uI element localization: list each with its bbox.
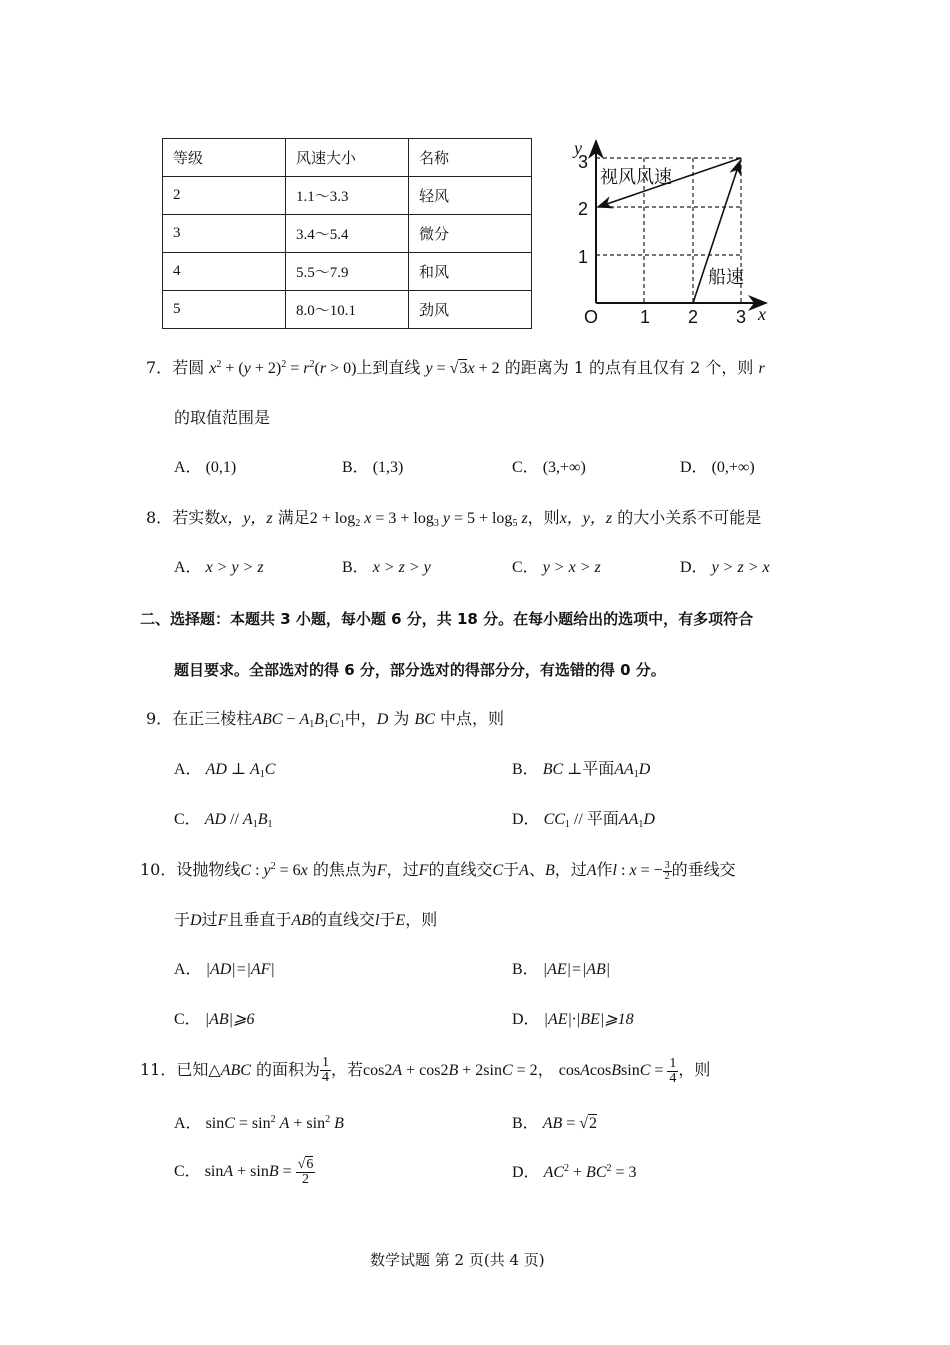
y-axis-label: y bbox=[574, 138, 582, 158]
table-header-row bbox=[163, 139, 532, 177]
fraction: $\frac{1}{4}$ bbox=[322, 1055, 330, 1085]
formula: cosAcosBsinC = $\frac{1}{4}$ bbox=[558, 1055, 677, 1086]
page-footer: 数学试题 第 2 页(共 4 页) bbox=[370, 1251, 545, 1269]
section-heading-line2: 题目要求。全部选对的得 6 分，部分选对的得部分分，有选错的得 0 分。 bbox=[174, 661, 666, 679]
question-text: 中点，则 bbox=[440, 709, 505, 728]
question-text: 于 bbox=[379, 910, 396, 929]
formula: cos2A + cos2B + 2sinC = 2 bbox=[363, 1062, 538, 1079]
vector-diagram bbox=[560, 135, 780, 335]
option-c[interactable]: C． |AB|⩾6 bbox=[174, 1011, 255, 1028]
question-text: 的面积为 bbox=[256, 1060, 321, 1079]
question-text: BC bbox=[414, 711, 435, 728]
table-header-cell: 等级 bbox=[163, 139, 286, 177]
option-b[interactable]: B． x > z > y bbox=[342, 559, 431, 576]
table-header-cell: 风速大小 bbox=[286, 139, 409, 177]
question-7-line2: 的取值范围是 bbox=[174, 408, 271, 427]
table-cell: 微分 bbox=[409, 215, 532, 253]
question-8 bbox=[146, 508, 761, 529]
question-text: 若圆 bbox=[172, 358, 205, 377]
question-text: ，则 bbox=[678, 1060, 711, 1079]
option-a[interactable]: A． x > y > z bbox=[174, 559, 264, 576]
table-cell: 3 bbox=[163, 215, 286, 253]
option-b[interactable]: B． BC ⊥平面$AA_1D$ bbox=[512, 761, 651, 780]
table-cell: 4 bbox=[163, 253, 286, 291]
question-text: ，过 bbox=[386, 860, 419, 879]
section-heading: 二、选择题：本题共 3 小题，每小题 6 分，共 18 分。在每小题给出的选项中，有多项符合 bbox=[140, 610, 754, 628]
y-tick: 3 bbox=[578, 152, 589, 172]
option-b[interactable]: B． (1,3) bbox=[342, 459, 404, 476]
question-number: 8． bbox=[146, 508, 173, 527]
question-10: 10．设抛物线C : $y^2 = 6x$ 的焦点为F，过F的直线交C于A、B，过A作l : x = − $\frac{3}{2}$ 的垂线交 bbox=[140, 859, 736, 882]
question-text: 的垂线交 bbox=[671, 860, 736, 879]
question-text: ， bbox=[537, 1060, 554, 1079]
question-text: r bbox=[758, 360, 765, 377]
x-tick: 2 bbox=[688, 307, 699, 327]
question-text: 作 bbox=[596, 860, 613, 879]
table-cell: 2 bbox=[163, 177, 286, 215]
question-text: 中， bbox=[344, 709, 377, 728]
question-text: 若实数 bbox=[172, 508, 221, 527]
question-text: 在正三棱柱 bbox=[172, 709, 253, 728]
question-text: ，则 bbox=[527, 508, 560, 527]
question-text: 于 bbox=[503, 860, 520, 879]
table-cell: 5.5～7.9 bbox=[286, 253, 409, 291]
table-cell: 劲风 bbox=[409, 291, 532, 329]
option-d[interactable]: D． $AC^2 + BC^2 = 3$ bbox=[512, 1163, 637, 1181]
table-row bbox=[163, 253, 532, 291]
question-text: 的焦点为 bbox=[312, 860, 377, 879]
table-header-cell: 名称 bbox=[409, 139, 532, 177]
question-text: 的直线交 bbox=[310, 910, 375, 929]
option-a[interactable]: A． $\sin C = \sin^2 A + \sin^2 B$ bbox=[174, 1114, 344, 1132]
question-text: 于 bbox=[174, 910, 191, 929]
formula: y = √3x + 2 bbox=[425, 360, 500, 377]
question-text: ，则 bbox=[405, 910, 438, 929]
question-9 bbox=[146, 709, 504, 730]
question-text: 且垂直于 bbox=[227, 910, 292, 929]
question-11 bbox=[140, 1056, 710, 1086]
formula: l : x = − $\frac{3}{2}$ bbox=[612, 859, 670, 882]
question-10-line2: 于D过F且垂直于AB的直线交l于E，则 bbox=[174, 910, 438, 929]
option-a[interactable]: A． |AD|=|AF| bbox=[174, 961, 275, 978]
question-text: ，若 bbox=[331, 1060, 364, 1079]
option-c[interactable]: C． (3,+∞) bbox=[512, 459, 586, 476]
question-text: ，过 bbox=[554, 860, 587, 879]
table-cell: 3.4～5.4 bbox=[286, 215, 409, 253]
table-row bbox=[163, 177, 532, 215]
question-text: 、 bbox=[528, 860, 545, 879]
table-row bbox=[163, 291, 532, 329]
formula: $x^2 + (y + 2)^2 = r^2(r > 0)$ bbox=[209, 359, 357, 377]
option-b[interactable]: B． AB = √2 bbox=[512, 1115, 598, 1132]
option-d[interactable]: D． |AE|·|BE|⩾18 bbox=[512, 1011, 634, 1028]
option-b[interactable]: B． |AE|=|AB| bbox=[512, 961, 611, 978]
x-tick: 1 bbox=[640, 307, 651, 327]
option-a[interactable]: A． AD ⊥ $A_1C$ bbox=[174, 761, 276, 780]
y-tick: 2 bbox=[578, 199, 589, 219]
table-row bbox=[163, 215, 532, 253]
question-text: 的直线交 bbox=[428, 860, 493, 879]
option-a[interactable]: A． (0,1) bbox=[174, 459, 237, 476]
ship-speed-label: 船速 bbox=[708, 267, 744, 288]
question-text: 满足 bbox=[277, 508, 310, 527]
table-cell: 1.1～3.3 bbox=[286, 177, 409, 215]
question-number: 7． bbox=[146, 358, 173, 377]
table-cell: 和风 bbox=[409, 253, 532, 291]
question-text: D bbox=[376, 711, 389, 728]
question-text: 设抛物线 bbox=[176, 860, 241, 879]
table-cell: 5 bbox=[163, 291, 286, 329]
y-tick: 1 bbox=[578, 247, 589, 267]
formula: C : $y^2 = 6x$ bbox=[240, 861, 308, 879]
apparent-wind-label: 视风风速 bbox=[600, 167, 672, 188]
question-text: x，y，z bbox=[559, 510, 613, 527]
option-c[interactable]: C． AD // $A_1B_1$ bbox=[174, 811, 273, 830]
question-number: 10． bbox=[140, 860, 177, 879]
wind-scale-table bbox=[162, 138, 532, 329]
formula: $2 + \log_2 x = 3 + \log_3 y = 5 + \log_5 z$ bbox=[309, 510, 528, 529]
table-cell: 8.0～10.1 bbox=[286, 291, 409, 329]
option-d[interactable]: D． (0,+∞) bbox=[680, 459, 755, 476]
x-tick: 3 bbox=[736, 307, 747, 327]
question-text: 已知△ bbox=[176, 1060, 221, 1079]
question-text: 的距离为 1 的点有且仅有 2 个，则 bbox=[504, 358, 754, 377]
x-axis-label: x bbox=[758, 304, 766, 324]
option-c[interactable]: C． y > x > z bbox=[512, 559, 601, 576]
origin-label: O bbox=[584, 307, 599, 327]
question-text: 的大小关系不可能是 bbox=[617, 508, 762, 527]
question-text: x，y，z bbox=[220, 510, 273, 527]
option-c[interactable]: C． sinA + sinB = $\frac{√6}{2}$ bbox=[174, 1157, 314, 1187]
question-text: 上到直线 bbox=[356, 358, 421, 377]
formula: ABC − $A_1B_1C_1$ bbox=[252, 711, 345, 730]
option-d[interactable]: D． $CC_1$ // 平面$AA_1D$ bbox=[512, 811, 655, 830]
question-7 bbox=[146, 358, 765, 379]
question-text: ABC bbox=[220, 1062, 251, 1079]
question-number: 11． bbox=[140, 1060, 177, 1079]
question-text: 为 bbox=[393, 709, 410, 728]
option-d[interactable]: D． y > z > x bbox=[680, 559, 770, 576]
question-number: 9． bbox=[146, 709, 173, 728]
question-text: 过 bbox=[201, 910, 218, 929]
table-cell: 轻风 bbox=[409, 177, 532, 215]
